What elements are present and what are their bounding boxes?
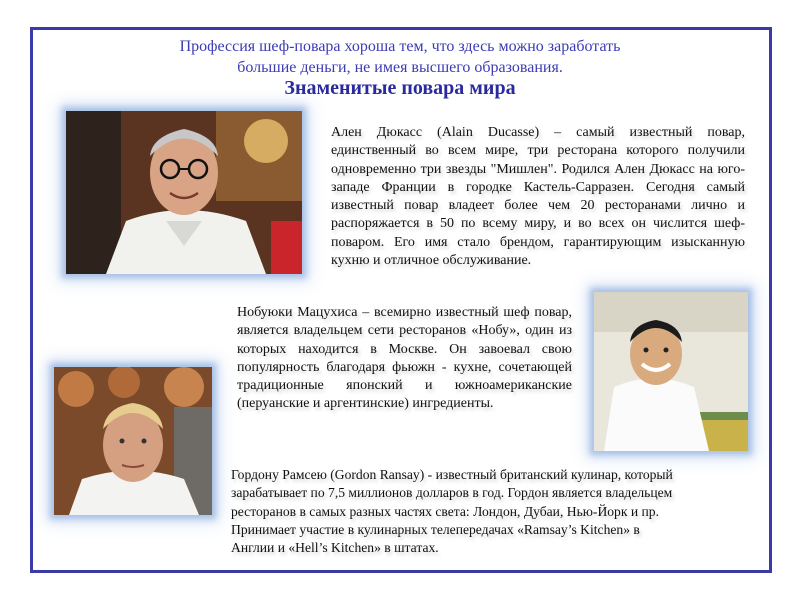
subtitle-line-1: Профессия шеф-повара хороша тем, что здесь можно заработать: [179, 38, 621, 55]
ramsay-text-line-1: Гордону Рамсею (Gordon Ransay) - известный британский кулинар, который: [231, 467, 673, 482]
subtitle-line-2: большие деньги, не имея высшего образования.: [237, 59, 563, 76]
ducasse-text: Ален Дюкасс (Alain Ducasse) – самый известный повар, единственный во всем мире, три ресторана которого получили одновременно три звезды "Мишлен". Родился Ален Дюкасс на юго-западе Франции в городке Кастель-Сарразен. Сегодня самый известный повар владеет более чем 20 ресторанами лично и распоряжается в 50 по всему миру, и во всех он числится шеф-поваром. Его имя стало брендом, гарантирующим изысканную кухню и отличное обслуживание.: [331, 125, 745, 269]
ramsay-text-line-5: Англии и «Hell’s Kitchen» в штатах.: [231, 540, 439, 556]
chef-portrait-ducasse-icon: [66, 111, 302, 274]
slide-title: Знаменитые повара мира: [284, 77, 516, 99]
ramsay-text-line-4: Принимает участие в кулинарных телепередачах «Ramsay’s Kitchen» в: [231, 521, 640, 537]
matsuhisa-text: Нобуюки Мацухиса – всемирно известный шеф повар, является владельцем сети ресторанов «Нобу», один из которых находится в Москве. Он завоевал свою популярность благодаря фьюжн - кухне, сочетающей традиционные японский и южноамериканские (перуанские и аргентинские) ингредиенты.: [237, 305, 572, 412]
ramsay-text-line-3: ресторанов в самых разных частях света: Лондон, Дубаи, Нью-Йорк и пр.: [231, 503, 660, 519]
chef-portrait-ramsay-icon: [54, 367, 212, 515]
matsuhisa-photo: [594, 292, 748, 451]
slide-subtitle: [130, 36, 670, 78]
ramsay-text: [231, 466, 751, 557]
ramsay-text-line-2: зарабатывает по 7,5 миллионов долларов в год. Гордон является владельцем: [231, 485, 673, 501]
ramsay-photo: [54, 367, 212, 515]
ducasse-photo: [66, 111, 302, 274]
chef-portrait-matsuhisa-icon: [594, 292, 748, 451]
